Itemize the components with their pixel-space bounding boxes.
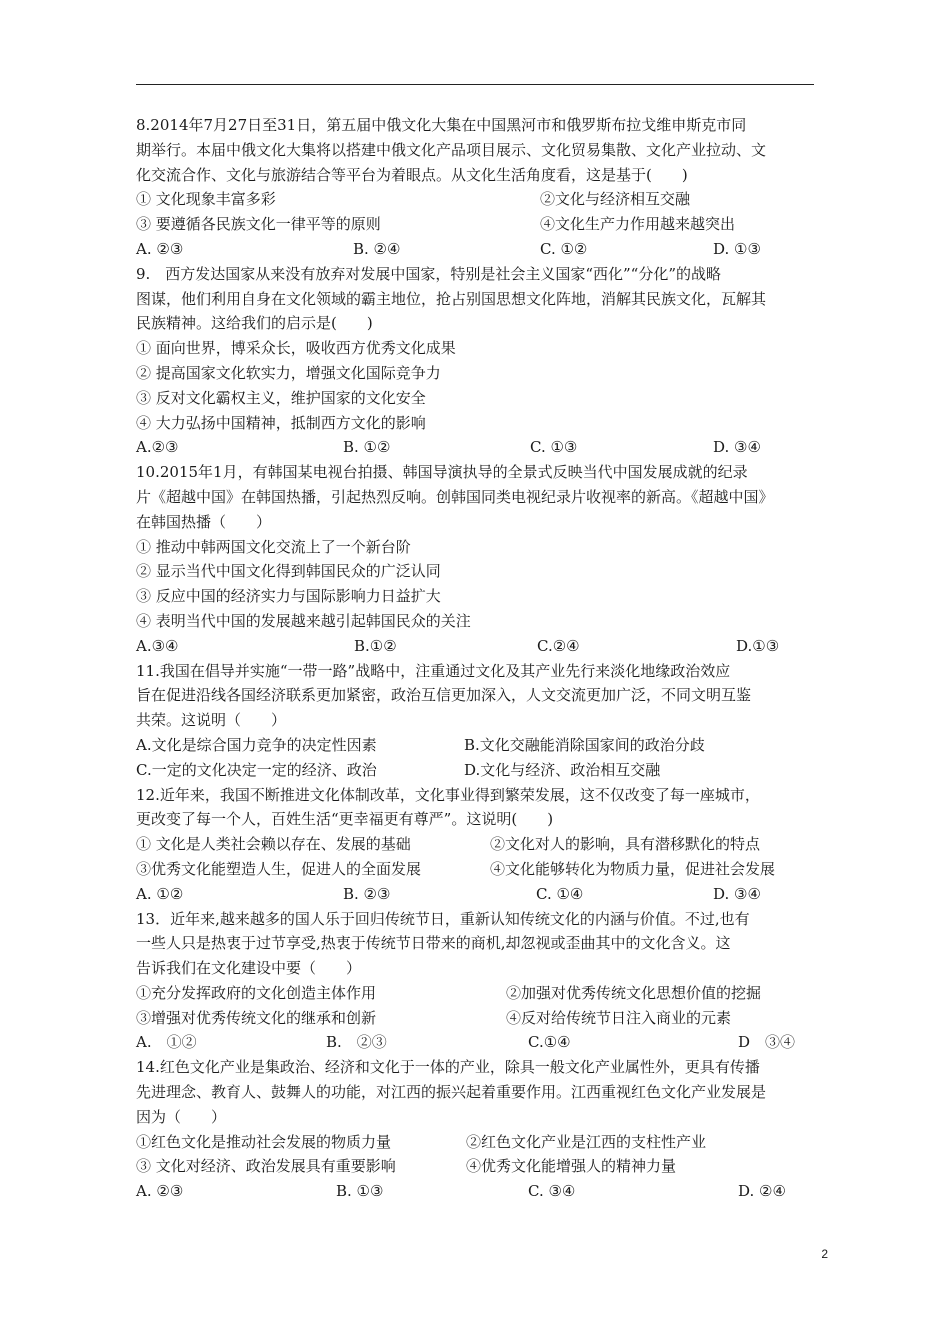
question-stem-line: 9. 西方发达国家从来没有放弃对发展中国家，特别是社会主义国家“西化”“分化”的战略 [136,264,721,283]
option-item: ②文化对人的影响，具有潜移默化的特点 [490,835,761,854]
question-stem-line: 告诉我们在文化建设中要（ ） [136,959,362,978]
question-stem-line: 12.近年来，我国不断推进文化体制改革，文化事业得到繁荣发展，这不仅改变了每一座城市， [136,785,760,804]
answer-row [136,1030,818,1055]
answer-choice: A. ②③ [136,239,184,258]
option-row [136,1154,818,1179]
option-item: ②加强对优秀传统文化思想价值的挖掘 [506,983,762,1002]
question-12 [136,783,818,907]
option-item: ①充分发挥政府的文化创造主体作用 [136,983,377,1002]
answer-choice: B. ②③ [326,1033,387,1052]
question-stem-line: 片《超越中国》在韩国热播，引起热烈反响。创韩国同类电视纪录片收视率的新高。《超越中国》 [136,487,774,506]
question-stem-line: 先进理念、教育人、鼓舞人的功能，对江西的振兴起着重要作用。江西重视红色文化产业发展是 [136,1083,767,1102]
option-row [136,981,818,1006]
option-item: ① 文化是人类社会赖以存在、发展的基础 [136,835,411,854]
question-list [136,113,818,1204]
answer-choice: C. ①② [540,239,588,258]
answer-choice: C. ③④ [528,1182,576,1201]
question-stem-line: 10.2015年1月，有韩国某电视台拍摄、韩国导演执导的全景式反映当代中国发展成就的纪录 [136,463,748,482]
option-row [136,1006,818,1031]
question-stem-line: 8.2014年7月27日至31日，第五届中俄文化大集在中国黑河市和俄罗斯布拉戈维申斯克市同 [136,116,747,134]
answer-choice: B. ②④ [353,239,401,258]
option-item: ③ 要遵循各民族文化一律平等的原则 [136,215,381,234]
question-stem-line: 因为（ ） [136,1107,227,1126]
answer-choice: A. ②③ [136,1182,184,1201]
question-11 [136,659,818,783]
question-stem-line: 更改变了每一个人，百姓生活“更幸福更有尊严”。这说明( ) [136,810,554,829]
question-stem-line: 期举行。本届中俄文化大集将以搭建中俄文化产品项目展示、文化贸易集散、文化产业拉动、文 [136,140,767,159]
answer-choice: A.②③ [136,438,179,457]
answer-choice: A. ①② [136,884,184,903]
option-item: ② 提高国家文化软实力，增强文化国际竞争力 [136,363,441,382]
option-item: ③ 文化对经济、政治发展具有重要影响 [136,1157,396,1176]
question-stem-line: 共荣。这说明（ ） [136,711,287,730]
answer-choice: A.③④ [136,636,179,655]
answer-choice: D. ③④ [713,884,761,903]
page-number: 2 [821,1247,828,1261]
option-item: ④ 大力弘扬中国精神，抵制西方文化的影响 [136,413,426,432]
question-stem-line: 11.我国在倡导并实施“一带一路”战略中，注重通过文化及其产业先行来淡化地缘政治效应 [136,661,731,680]
answer-choice: D. ②④ [738,1182,786,1201]
option-item: ③优秀文化能塑造人生，促进人的全面发展 [136,859,422,878]
option-item: ③ 反应中国的经济实力与国际影响力日益扩大 [136,587,441,606]
question-stem-line: 13．近年来,越来越多的国人乐于回归传统节日，重新认知传统文化的内涵与价值。不过,也有 [136,909,750,928]
answer-row [136,237,818,262]
answer-choice: B. ②③ [343,884,391,903]
question-8 [136,113,818,262]
answer-row [136,435,818,460]
option-item: ③增强对优秀传统文化的继承和创新 [136,1008,377,1027]
option-row [136,212,818,237]
question-9 [136,262,818,460]
option-item: ④ 表明当代中国的发展越来越引起韩国民众的关注 [136,611,471,630]
option-row [136,857,818,882]
answer-row [136,882,818,907]
option-item: D.文化与经济、政治相互交融 [464,760,661,779]
question-stem-line: 化交流合作、文化与旅游结合等平台为着眼点。从文化生活角度看，这是基于( ) [136,165,688,184]
answer-row [136,634,818,659]
option-item: C.一定的文化决定一定的经济、政治 [136,760,377,779]
header-rule [136,84,814,85]
option-item: ①红色文化是推动社会发展的物质力量 [136,1132,392,1151]
option-item: A.文化是综合国力竞争的决定性因素 [136,735,377,754]
answer-choice: C. ①③ [530,438,578,457]
question-13 [136,907,818,1056]
question-stem-line: 民族精神。这给我们的启示是( ) [136,314,373,333]
question-stem-line: 图谋，他们利用自身在文化领域的霸主地位，抢占别国思想文化阵地，消解其民族文化，瓦解其 [136,289,767,308]
answer-choice: B. ①② [343,438,391,457]
answer-choice: C.①④ [528,1033,571,1052]
option-row [136,733,818,758]
answer-choice: D.①③ [736,636,780,655]
option-item: ① 推动中韩两国文化交流上了一个新台阶 [136,537,411,556]
answer-choice: D. ①③ [713,239,761,258]
option-item: ③ 反对文化霸权主义，维护国家的文化安全 [136,388,426,407]
answer-choice: B. ①③ [336,1182,384,1201]
option-row [136,832,818,857]
option-item: ②文化与经济相互交融 [540,190,691,209]
question-stem-line: 旨在促进沿线各国经济联系更加紧密，政治互信更加深入，人文交流更加广泛，不同文明互鉴 [136,686,752,705]
question-stem-line: 一些人只是热衷于过节享受,热衷于传统节日带来的商机,却忽视或歪曲其中的文化含义。这 [136,934,731,953]
option-item: ② 显示当代中国文化得到韩国民众的广泛认同 [136,562,441,581]
option-item: ④优秀文化能增强人的精神力量 [466,1157,677,1176]
option-row [136,187,818,212]
question-10 [136,460,818,658]
answer-choice: D. ③④ [713,438,761,457]
option-item: ① 面向世界，博采众长，吸收西方优秀文化成果 [136,339,456,358]
answer-choice: B.①② [354,636,397,655]
option-item: B.文化交融能消除国家间的政治分歧 [464,735,705,754]
answer-row [136,1179,818,1204]
answer-choice: A. ①② [136,1033,197,1052]
question-stem-line: 14.红色文化产业是集政治、经济和文化于一体的产业，除具一般文化产业属性外，更具有传播 [136,1058,760,1077]
option-item: ④文化能够转化为物质力量，促进社会发展 [490,859,776,878]
question-14 [136,1055,818,1204]
question-stem-line: 在韩国热播（ ） [136,512,272,531]
answer-choice: C. ①④ [536,884,584,903]
option-item: ④文化生产力作用越来越突出 [540,215,736,234]
option-item: ④反对给传统节日注入商业的元素 [506,1008,732,1027]
option-row [136,758,818,783]
answer-choice: D ③④ [738,1033,796,1052]
option-item: ① 文化现象丰富多彩 [136,190,276,209]
answer-choice: C.②④ [537,636,580,655]
option-row [136,1130,818,1155]
option-item: ②红色文化产业是江西的支柱性产业 [466,1132,707,1151]
